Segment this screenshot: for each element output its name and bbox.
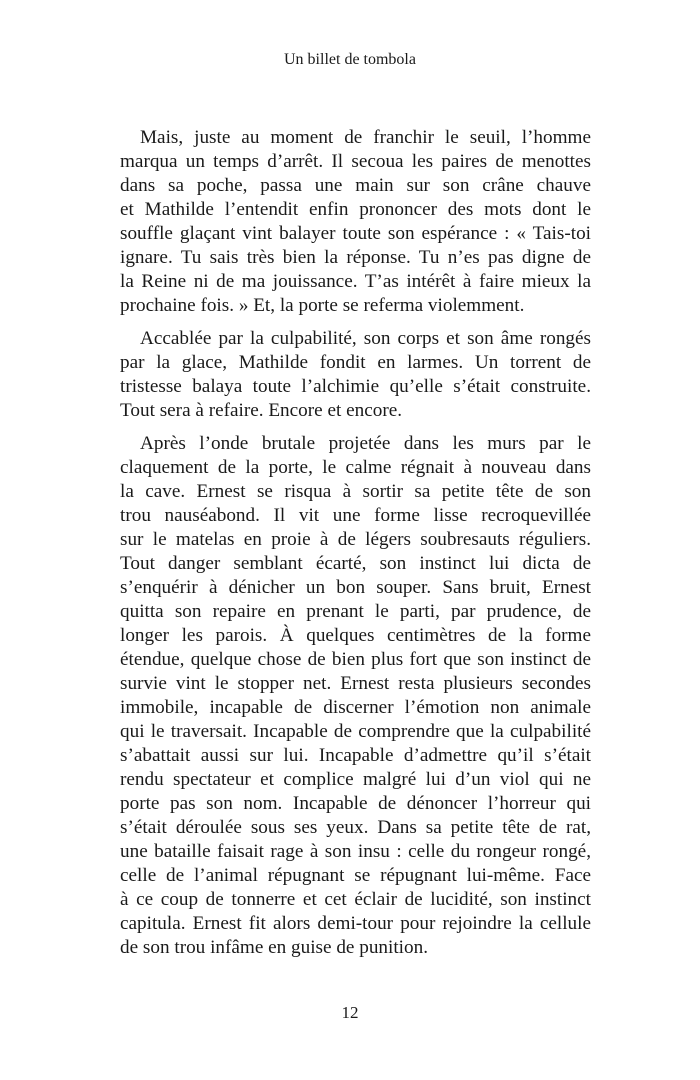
text-line: capitula. Ernest fit alors demi-tour pour rejoindre la cellule [120,913,591,934]
paragraph-3 [100,432,591,960]
text-line: s’enquérir à dénicher un bon souper. Sans bruit, Ernest [120,577,591,598]
text-line: Tout sera à refaire. Encore et encore. [120,400,403,421]
text-line: Accablée par la culpabilité, son corps et son âme rongés [140,328,591,349]
text-line: ignare. Tu sais très bien la réponse. Tu n’es pas digne de [120,247,591,268]
running-head-title: Un billet de tombola [284,51,416,68]
text-line: étendue, quelque chose de bien plus fort que son instinct de [120,649,591,670]
text-line: sur le matelas en proie à de légers soubresauts réguliers. [120,529,591,550]
text-line: souffle glaçant vint balayer toute son espérance : « Tais-toi [120,223,591,244]
text-line: porte pas son nom. Incapable de dénoncer l’horreur qui [120,793,591,814]
text-line: s’abattait aussi sur lui. Incapable d’admettre qu’il s’était [120,745,591,766]
paragraph-1 [100,126,591,318]
body-text [100,126,591,960]
text-line: par la glace, Mathilde fondit en larmes. Un torrent de [120,352,591,373]
text-line: Mais, juste au moment de franchir le seuil, l’homme [140,127,591,148]
text-line: qui le traversait. Incapable de comprendre que la culpabilité [120,721,591,742]
text-line: immobile, incapable de discerner l’émotion non animale [120,697,591,718]
text-line: Après l’onde brutale projetée dans les murs par le [140,433,591,454]
text-line: quitta son repaire en prenant le parti, par prudence, de [120,601,591,622]
text-line: prochaine fois. » Et, la porte se referma violemment. [120,295,525,316]
text-line: une bataille faisait rage à son insu : celle du rongeur rongé, [120,841,591,862]
text-line: la cave. Ernest se risqua à sortir sa petite tête de son [120,481,591,502]
text-line: longer les parois. À quelques centimètres de la forme [120,625,591,646]
text-line: la Reine ni de ma jouissance. T’as intérêt à faire mieux la [120,271,591,292]
text-line: Tout danger semblant écarté, son instinct lui dicta de [120,553,591,574]
text-line: dans sa poche, passa une main sur son crâne chauve [120,175,591,196]
text-line: à ce coup de tonnerre et cet éclair de lucidité, son instinct [120,889,591,910]
text-line: claquement de la porte, le calme régnait à nouveau dans [120,457,591,478]
text-line: marqua un temps d’arrêt. Il secoua les paires de menottes [120,151,591,172]
text-line: trou nauséabond. Il vit une forme lisse recroquevillée [120,505,591,526]
text-line: et Mathilde l’entendit enfin prononcer des mots dont le [120,199,591,220]
text-line: s’était déroulée sous ses yeux. Dans sa petite tête de rat, [120,817,591,838]
text-line: de son trou infâme en guise de punition. [120,937,429,958]
text-line: celle de l’animal répugnant se répugnant lui-même. Face [120,865,591,886]
paragraph-2 [100,327,591,423]
text-line: rendu spectateur et complice malgré lui d’un viol qui ne [120,769,591,790]
text-line: survie vint le stopper net. Ernest resta plusieurs secondes [120,673,591,694]
text-line: tristesse balaya toute l’alchimie qu’elle s’était construite. [120,376,591,397]
page-number: 12 [341,1003,359,1022]
